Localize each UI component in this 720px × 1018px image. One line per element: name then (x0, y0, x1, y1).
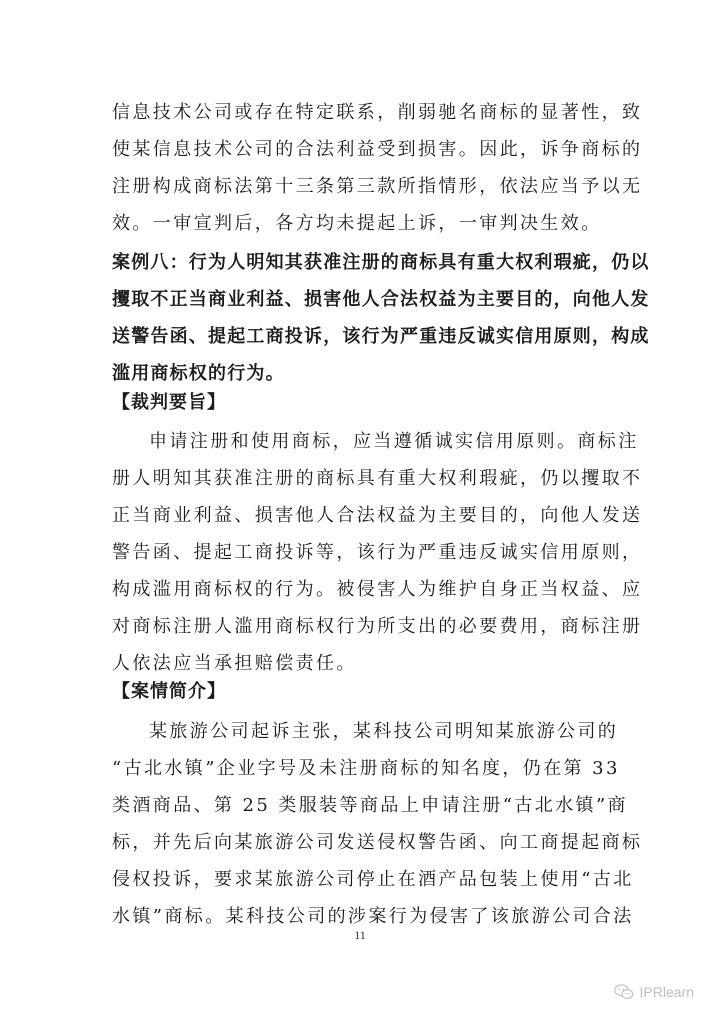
page-number: 11 (354, 928, 366, 942)
watermark (614, 981, 694, 1003)
text-line: 人依法应当承担赔偿责任。 (112, 653, 357, 674)
summary-paragraph (112, 713, 643, 935)
section-heading-summary: 【案情简介】 (112, 681, 226, 702)
title-line: 攫取不正当商业利益、损害他人合法权益为主要目的，向他人发 (112, 289, 650, 310)
text-line: 注册构成商标法第十三条第三款所指情形，依法应当予以无 (112, 176, 643, 197)
case-eight-title (112, 244, 650, 392)
text-line: 标，并先后向某旅游公司发送侵权警告函、向工商提起商标 (112, 832, 643, 853)
paragraph-continuation (112, 94, 643, 242)
text-line: “古北水镇”企业字号及未注册商标的知名度，仍在第 33 (112, 758, 620, 779)
title-line: 送警告函、提起工商投诉，该行为严重违反诚实信用原则，构成 (112, 326, 650, 347)
title-line: 案例八：行为人明知其获准注册的商标具有重大权利瑕疵，仍以 (112, 252, 650, 273)
text-line: 某旅游公司起诉主张，某科技公司明知某旅游公司的 (149, 721, 619, 742)
watermark-text: IPRlearn (639, 984, 694, 1000)
text-line: 警告函、提起工商投诉等，该行为严重违反诚实信用原则， (112, 542, 643, 563)
section-heading-ruling: 【裁判要旨】 (112, 392, 226, 413)
text-line: 信息技术公司或存在特定联系，削弱驰名商标的显著性，致 (112, 102, 643, 123)
text-line: 申请注册和使用商标，应当遵循诚实信用原则。商标注 (149, 431, 639, 452)
text-line: 效。一审宣判后，各方均未提起上诉，一审判决生效。 (112, 213, 602, 234)
text-line: 对商标注册人滥用商标权行为所支出的必要费用，商标注册 (112, 616, 643, 637)
title-line: 滥用商标权的行为。 (112, 363, 285, 384)
text-line: 水镇”商标。某科技公司的涉案行为侵害了该旅游公司合法 (112, 906, 634, 927)
summary-heading-block (112, 673, 612, 710)
text-line: 类酒商品、第 25 类服装等商品上申请注册“古北水镇”商 (112, 795, 628, 816)
text-line: 册人明知其获准注册的商标具有重大权利瑕疵，仍以攫取不 (112, 468, 643, 489)
ruling-heading-block (112, 384, 612, 421)
text-line: 正当商业利益、损害他人合法权益为主要目的，向他人发送 (112, 505, 643, 526)
text-line: 侵权投诉，要求某旅游公司停止在酒产品包装上使用“古北 (112, 869, 634, 890)
wechat-icon (614, 983, 634, 1001)
text-line: 使某信息技术公司的合法利益受到损害。因此，诉争商标的 (112, 139, 643, 160)
text-line: 构成滥用商标权的行为。被侵害人为维护自身正当权益、应 (112, 579, 643, 600)
ruling-paragraph (112, 423, 643, 682)
